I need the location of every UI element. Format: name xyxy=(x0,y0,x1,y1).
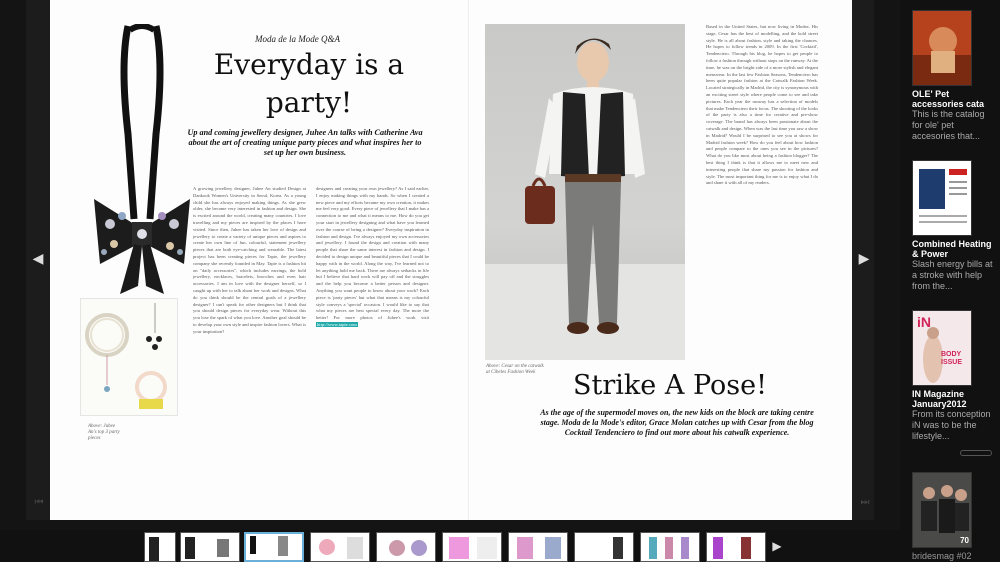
pose-standfirst: As the age of the supermodel moves on, the new kids on the block are taking centre stage. Moda de la Mode's editor, Grace Molan catches up with Cesar from the blog Cocktail Tendenciero to find out more about his catwalk experience. xyxy=(540,408,814,437)
sidebar-thumb-in-magazine[interactable] xyxy=(912,310,972,386)
sidebar-desc-combined-heating: Slash energy bills at a stroke with help from the... xyxy=(912,259,993,291)
sidebar-title-ole-pet[interactable]: OLE' Pet accessories cata xyxy=(912,89,985,109)
sidebar-item-in-magazine[interactable] xyxy=(912,310,996,442)
runway-caption: Above: Cesar on the catwalk at Cibeles Fashion Week xyxy=(486,364,544,375)
filmstrip-thumb[interactable] xyxy=(442,532,502,562)
sidebar-thumb-bridesmag[interactable] xyxy=(912,472,972,548)
sidebar-desc-in-magazine: From its conception iN was to be the lifestyle... xyxy=(912,409,991,441)
sidebar-item-bridesmag[interactable] xyxy=(912,472,996,561)
article-body-column-1: A growing jewellery designer, Juhee An studied Design at Dankook Women's University in Seoul, Korea. As a young child she has always enjoyed making things. As she grew older, she became very interested in fashion and design. She is excited around the world, creating many countries. I love travelling and my pieces are inspired by the places I have visited. Since then, Juhee has taken her love of design and jewellery to create a variety of unique pieces and aspires to create her own line of fun, colourful, statement jewellery pieces that are both eye-catching and wearable. The latest project has been creating pieces for Tapie, the jewellery company she recently founded in May. Tapie is a fashion hit on "daily accessories", which includes earrings, the bold jewellery, necklaces, bracelets, brooches and even hair accessories. I am in love with the designer herself, so I caught up with her to talk about her work and designs. What do you think should be the central goals of a jewellery designer? I can't speak for other designers but I think that you should design pieces for everyday wear. Without this you lose the spark of what you love. Another goal should be to develop your own style and inspire fashion lovers. What is your inspiration? xyxy=(193,186,306,334)
article-body-column-2 xyxy=(316,186,429,470)
filmstrip-thumb[interactable] xyxy=(706,532,766,562)
column-2-text: designers and creating your own jewellery? As I said earlier, I enjoy making things with my hands. So when I created a new piece and my efforts became my own creation, it makes me feel very good. Every piece of jewellery that I make has a connection to me and what it means to me. How do you get your start in jewellery designing and what have you learned over the course of being a designer? Everyday inspiration in fashion and design. I've always enjoyed my own accessories and jewellery. I found the design and creation with many people that share the same interest in fashion and design. I decided to design unique and beautiful pieces that I could be happy with in the world. Along the way, I've learned not to let anything hold me back. There are always setbacks in life but I believe that hard work will pay off and the struggles and the help you become a better person and designer. Anything you want people to know about your work? Each piece is 'party pieces' but what that means is my colourful style conveys a 'special' occasion. I would like to say that what my pieces are best special every day. The more the better! For more photos of Juhee's work visit xyxy=(316,186,429,321)
filmstrip-thumb[interactable] xyxy=(144,532,176,562)
filmstrip-next-arrow[interactable]: ▶ xyxy=(772,539,782,553)
next-page-arrow[interactable]: ▶ xyxy=(858,250,870,266)
article-headline xyxy=(198,46,420,122)
runway-model-image xyxy=(485,24,685,360)
tapie-link[interactable]: http://www.tapie.com xyxy=(317,321,357,327)
filmstrip-thumb[interactable] xyxy=(180,532,240,562)
headline-line-2: party! xyxy=(265,86,353,119)
filmstrip-thumb[interactable] xyxy=(508,532,568,562)
svg-text:iN: iN xyxy=(917,314,931,330)
last-page-icon[interactable]: ⏭ xyxy=(860,497,870,508)
filmstrip-thumb[interactable] xyxy=(640,532,700,562)
sidebar-title-in-magazine[interactable]: IN Magazine January2012 xyxy=(912,389,967,409)
sidebar-thumb-combined-heating[interactable] xyxy=(912,160,972,236)
article-kicker: Moda de la Mode Q&A xyxy=(255,34,340,44)
page-filmstrip xyxy=(140,530,780,562)
filmstrip-thumb[interactable] xyxy=(376,532,436,562)
prev-page-arrow[interactable]: ◀ xyxy=(32,250,44,266)
magazine-spread xyxy=(50,0,852,520)
first-page-icon[interactable]: ⏮ xyxy=(34,497,44,508)
article-standfirst: Up and coming jewellery designer, Juhee An talks with Catherine Ava about the art of creating unique party pieces and what inspires her to set up her own business. xyxy=(187,128,423,157)
jewellery-pieces-image xyxy=(80,298,178,416)
sidebar-title-combined-heating[interactable]: Combined Heating & Power xyxy=(912,239,992,259)
sidebar-title-bridesmag[interactable]: bridesmag #02 xyxy=(912,551,972,561)
pose-headline: Strike A Pose! xyxy=(573,370,767,401)
in-magazine-cover-text: BODY ISSUE xyxy=(941,351,963,366)
jewellery-caption: Above: Juhee An's top 3 party pieces xyxy=(88,424,120,441)
bow-necklace-image xyxy=(90,24,200,294)
more-button[interactable] xyxy=(960,450,992,456)
pose-body-column: Based in the United States, but now living in Modea. His stage, Cesar has the best of modelling, and the bold street style. He is all about fashion, style and taking the chances. He hopes to follow trends in 2009. In the first 'Cocktail', Tendenciero. Through his blog, he hopes to get people to follow a fashion through without stops on the runway. At the time, he was on the bright side of a more stylish and elegant menswear. In the last few Fashion Seasons, Tendenciero has been quite popular fashion at the Catwalk Fashion Week. Located strategically in Madrid, the city is synonymous with an exciting street style where people come to see and take pictures. Each year the runway has a selection of models that make Tendenciero their focus. The shooting of the looks of the party is also a time for creative and pre-show coverage. The brand has always been passionate about the catwalk and design. When was the last time you saw a show in Madrid? Would I be surprised to see you at shows for Madrid fashion week? How do you feel about how fashion and people compare to the ones you see in the pictures? What do you like most about being a fashion blogger? The best thing I think is that it allows me to meet new and interesting people that share my passion for fashion and style. The most important thing for me is to enjoy what I do and share it with all of my readers. xyxy=(706,24,818,186)
filmstrip-thumb-active[interactable] xyxy=(244,532,304,562)
filmstrip-thumb[interactable] xyxy=(574,532,634,562)
sidebar-desc-ole-pet: This is the catalog for ole' pet accesories that... xyxy=(912,109,985,141)
page-divider xyxy=(468,0,469,520)
bridesmag-badge: 70 xyxy=(960,536,969,545)
filmstrip-thumb[interactable] xyxy=(310,532,370,562)
headline-line-1: Everyday is a xyxy=(213,48,405,81)
sidebar-item-ole-pet[interactable] xyxy=(912,10,996,142)
sidebar-thumb-ole-pet[interactable] xyxy=(912,10,972,86)
sidebar-item-combined-heating[interactable] xyxy=(912,160,996,292)
